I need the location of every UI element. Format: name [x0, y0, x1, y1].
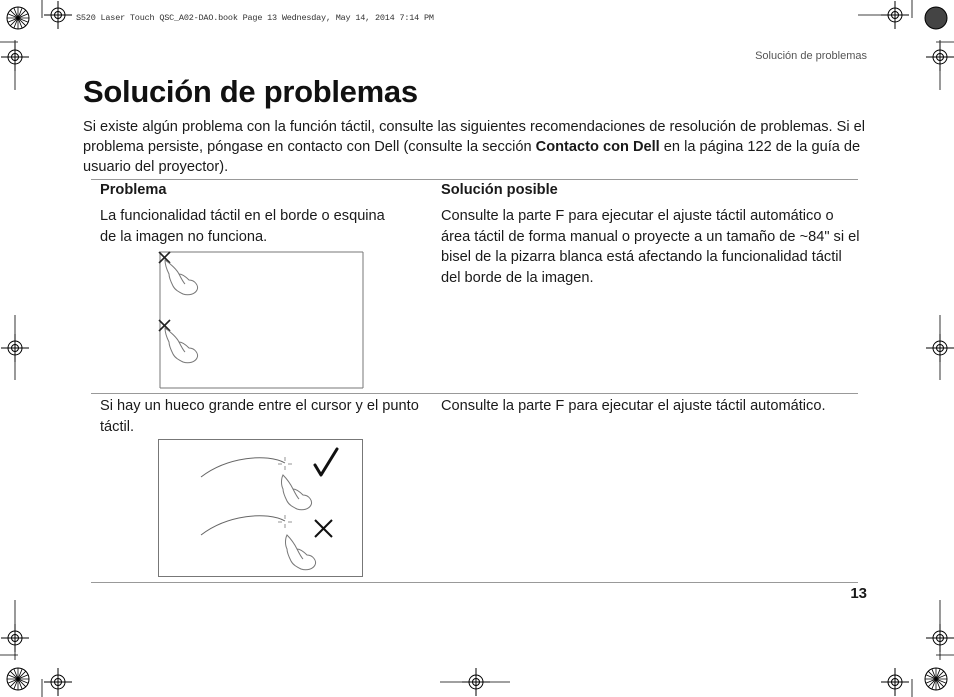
crosshair-icon	[278, 457, 292, 528]
hand-pointer-icon	[165, 260, 198, 295]
table-bottom-rule	[91, 582, 858, 583]
cross-mark-icon	[159, 252, 170, 263]
hand-pointer-icon	[165, 328, 198, 363]
table-cell-problem: La funcionalidad táctil en el borde o esquina de la imagen no funciona.	[100, 208, 385, 245]
table-header-solution: Solución posible	[441, 182, 558, 198]
screen-frame	[160, 252, 363, 388]
intro-link-contact: Contacto con Dell	[535, 139, 660, 155]
hand-pointer-icon	[286, 535, 316, 570]
intro-text-2: en la página 122 de la guía de usuario del proyector).	[83, 139, 861, 175]
cursor-arc	[201, 458, 285, 535]
table-cell-solution: Consulte la parte F para ejecutar el ajuste táctil automático.	[441, 398, 826, 414]
print-header: S520 Laser Touch QSC_A02-DAO.book Page 13 Wednesday, May 14, 2014 7:14 PM	[76, 13, 434, 23]
edge-touch-illustration	[157, 250, 367, 390]
intro-paragraph	[83, 117, 868, 177]
hand-pointer-icon	[282, 475, 312, 510]
cursor-gap-illustration	[157, 437, 365, 579]
table-cell-solution: Consulte la parte F para ejecutar el ajuste táctil automático o área táctil de forma manual o proyecte a un tamaño de ~84" si el bisel de la pizarra blanca está afectando la funcionalidad táctil del borde de la imagen.	[441, 208, 860, 286]
running-head: Solución de problemas	[755, 50, 867, 62]
intro-text-1: Si existe algún problema con la función táctil, consulte las siguientes recomendaciones de resolución de problemas. Si el problema persiste, póngase en contacto con Dell (consulte la sección	[83, 119, 866, 155]
cross-mark-icon	[159, 320, 170, 331]
cross-mark-icon	[315, 520, 332, 537]
table-header-problem: Problema	[100, 182, 167, 198]
page-title: Solución de problemas	[83, 74, 418, 109]
checkmark-icon	[315, 449, 337, 475]
table-row-divider	[91, 393, 858, 394]
page-number: 13	[850, 585, 867, 602]
table-cell-problem: Si hay un hueco grande entre el cursor y el punto táctil.	[100, 398, 419, 435]
